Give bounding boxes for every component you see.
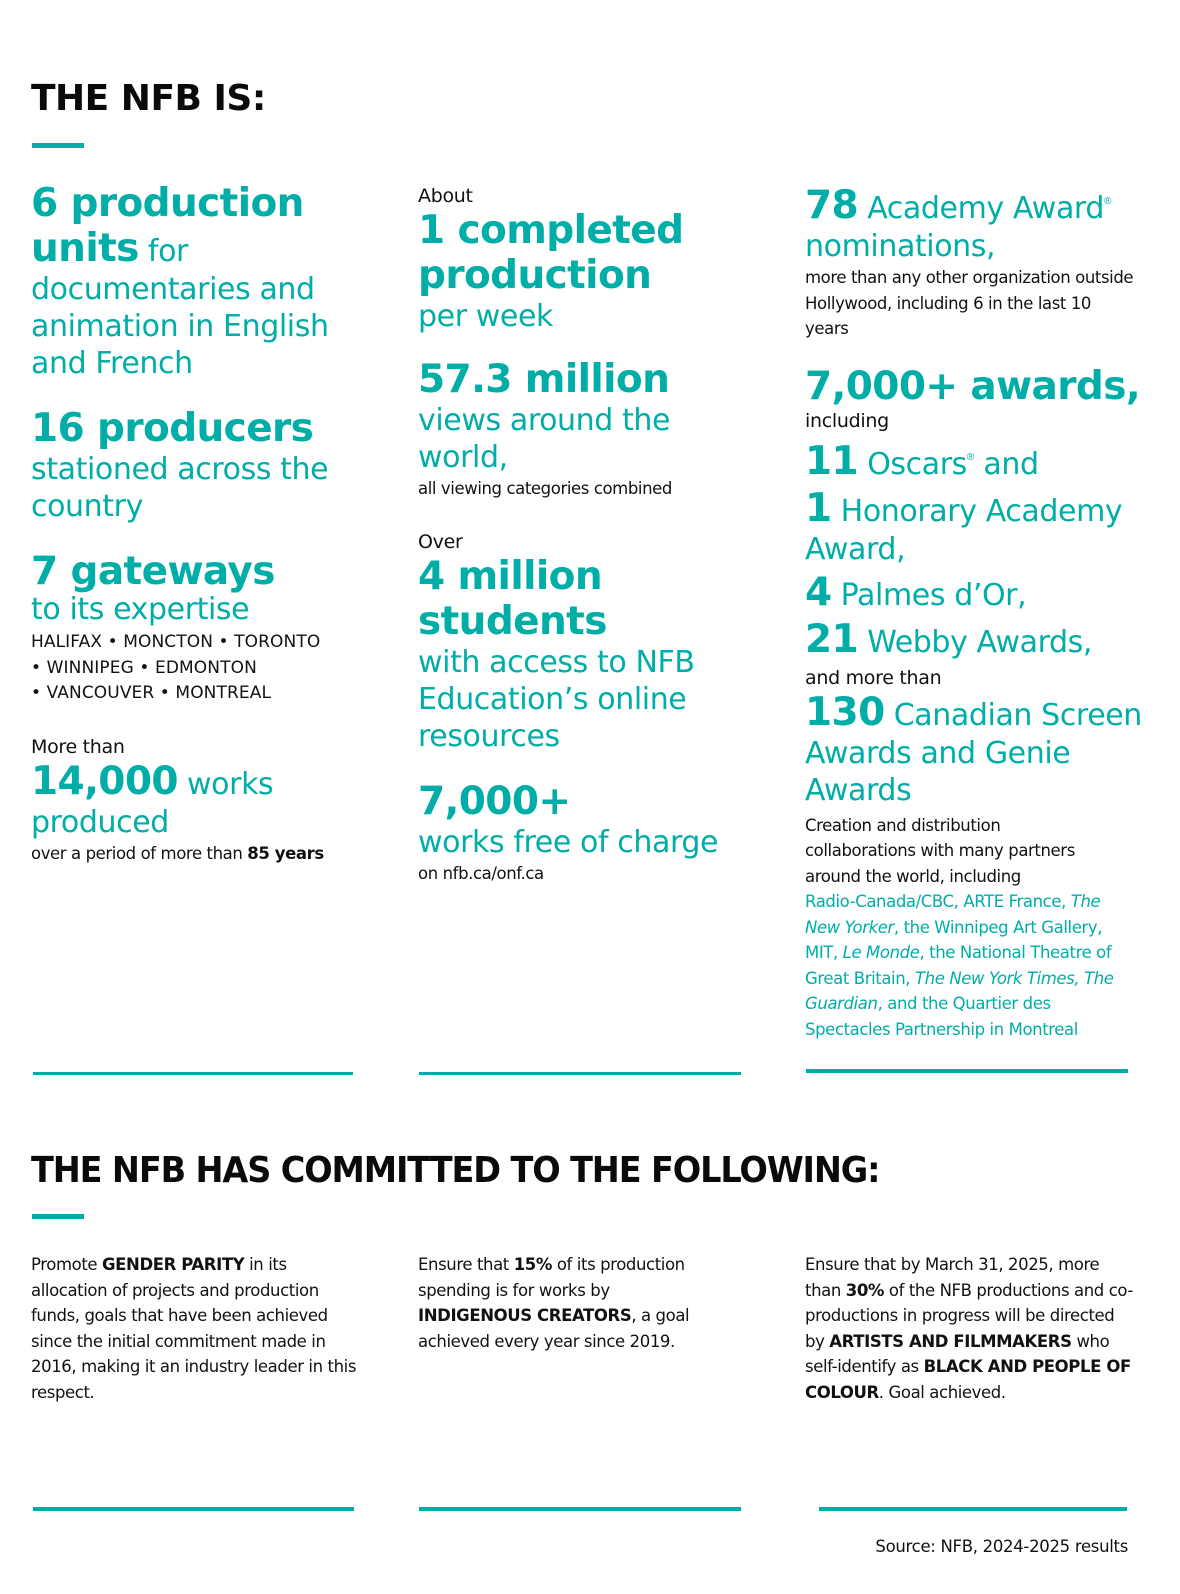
stat-value: 130 [805, 689, 885, 735]
divider-col3-bottom [819, 1507, 1127, 1511]
title-underline [32, 143, 84, 148]
commitment-bipoc-filmmakers: Ensure that by March 31, 2025, more than 30% of the NFB productions and co-productions in progress will be directed by ARTISTS AND FILMMAKERS who self-identify as BLACK AND PEOPLE OF COLOUR. Goal achieved. [805, 1255, 1133, 1402]
stat-label: nominations, [805, 229, 996, 264]
stat-value: 4 million [418, 553, 602, 599]
stat-value: 7,000+ awards, [805, 363, 1141, 409]
section-title-nfb-is: THE NFB IS: [31, 78, 266, 119]
stat-palmes-dor [805, 570, 1160, 615]
stat-note: over a period of more than 85 years [31, 843, 324, 863]
stat-label: documentaries and animation in English and French [31, 272, 329, 381]
stat-label: Palmes d’Or, [831, 577, 1027, 613]
divider-col3 [806, 1069, 1128, 1073]
column-2 [418, 184, 768, 886]
stat-label: Webby Awards, [858, 624, 1092, 660]
stat-value: 57.3 million [418, 357, 670, 402]
section-title-committed: THE NFB HAS COMMITTED TO THE FOLLOWING: [31, 1150, 880, 1191]
stat-canadian-screen-awards [805, 666, 1160, 809]
stat-note: on nfb.ca/onf.ca [418, 863, 544, 883]
registered-mark: ® [1103, 196, 1112, 207]
column-3 [805, 183, 1160, 1042]
registered-mark: ® [966, 451, 975, 463]
stat-value-cont: units [31, 226, 139, 271]
stat-note: including [805, 409, 889, 432]
source-note: Source: NFB, 2024-2025 results [875, 1537, 1128, 1556]
divider-col2 [419, 1072, 741, 1075]
stat-label: Honorary Academy Award, [805, 493, 1123, 567]
stat-label: stationed across the country [31, 452, 329, 524]
stat-gateways [31, 549, 381, 707]
divider-col1-bottom [33, 1507, 354, 1511]
stat-production-units [31, 181, 381, 382]
stat-label: works free of charge [418, 824, 719, 860]
stat-prefix: About [418, 185, 473, 207]
stat-label: per week [418, 299, 553, 334]
stat-completed-production [418, 184, 768, 335]
title-underline [32, 1214, 84, 1219]
commitment-indigenous-creators: Ensure that 15% of its production spending is for works by INDIGENOUS CREATORS, a goal achieved every year since 2019. [418, 1255, 690, 1351]
cities-line: • WINNIPEG • EDMONTON [31, 657, 257, 678]
stat-value: 6 production [31, 181, 304, 226]
stat-students [418, 530, 768, 755]
stat-value: 21 [805, 616, 859, 662]
stat-label: Oscars [858, 446, 967, 482]
stat-value: 4 [805, 569, 832, 615]
stat-note: more than any other organization outside Hollywood, including 6 in the last 10 years [805, 268, 1134, 338]
stat-label-cont: and [974, 446, 1039, 482]
stat-value: 14,000 [31, 758, 178, 804]
collab-intro: Creation and distribution collaborations with many partners around the world, including [805, 815, 1075, 886]
collaborations [805, 813, 1160, 1043]
stat-views [418, 357, 768, 502]
stat-prefix: and more than [805, 666, 942, 689]
stat-oscars [805, 439, 1160, 484]
stat-label: to its expertise [31, 592, 250, 627]
stat-value: 78 [805, 183, 859, 228]
stat-value: 16 producers [31, 406, 314, 451]
divider-col2-bottom [419, 1507, 741, 1511]
stat-value: 1 [805, 485, 832, 531]
stat-works-produced [31, 735, 381, 867]
stat-prefix: More than [31, 735, 125, 758]
stat-label-inline: works [177, 766, 274, 802]
partners-list: Radio-Canada/CBC, ARTE France, The New Yorker, the Winnipeg Art Gallery, MIT, Le Monde, the National Theatre of Great Britain, The New York Times, The Guardian, and the Quartier des Spectacles Partnership in Montreal [805, 892, 1114, 1039]
stat-label: views around the world, [418, 403, 671, 475]
stat-value-cont: students [418, 598, 607, 644]
stat-producers [31, 406, 381, 525]
stat-label-inline: for [138, 234, 188, 269]
cities-list [31, 630, 381, 707]
stat-label: produced [31, 804, 169, 840]
stat-value: 7,000+ [418, 778, 571, 824]
stat-value: 7 gateways [31, 549, 275, 594]
stat-awards [805, 364, 1160, 433]
commitment-gender-parity: Promote GENDER PARITY in its allocation of projects and production funds, goals that have been achieved since the initial commitment made in 2016, making it an industry leader in this respect. [31, 1255, 357, 1402]
stat-value-cont: production [418, 253, 652, 298]
stat-note: all viewing categories combined [418, 479, 672, 498]
cities-line: • VANCOUVER • MONTREAL [31, 683, 272, 703]
stat-label-inline: Academy Award [858, 191, 1104, 226]
column-1 [31, 181, 381, 866]
stat-value: 1 completed [418, 208, 684, 253]
stat-free-works [418, 779, 768, 887]
stat-prefix: Over [418, 530, 463, 553]
stat-value: 11 [805, 438, 859, 484]
stat-label: Canadian Screen Awards and Genie Awards [805, 697, 1142, 808]
stat-academy-nominations [805, 183, 1160, 342]
stat-label: with access to NFB Education’s online resources [418, 644, 695, 754]
stat-webby-awards [805, 617, 1160, 662]
stat-honorary-award [805, 486, 1160, 568]
divider-col1 [33, 1072, 353, 1075]
cities-line: HALIFAX • MONCTON • TORONTO [31, 632, 321, 652]
